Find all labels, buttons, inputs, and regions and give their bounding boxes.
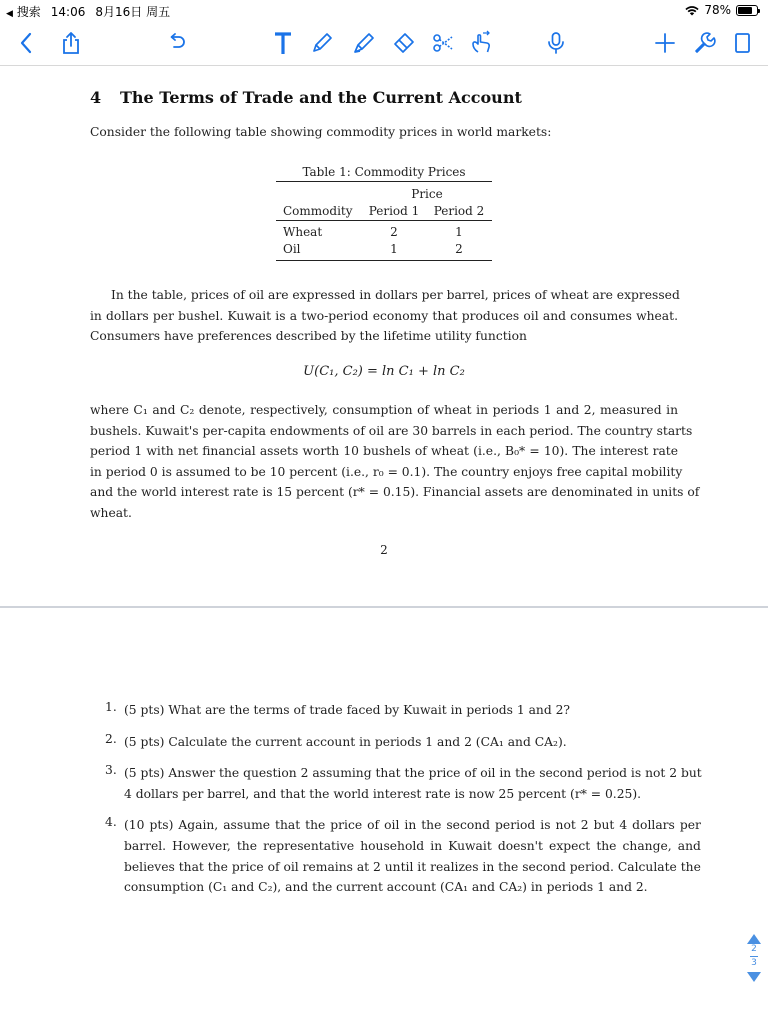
text-line: period 1 with net financial assets worth 10 bushels of wheat (i.e., B₀* = 10). The interest rate bbox=[90, 444, 678, 459]
text-line: 4 dollars per barrel, and that the world interest rate is now 25 percent (r* = 0.25). bbox=[124, 786, 642, 801]
text-line: (5 pts) Answer the question 2 assuming that the price of oil in the second period is not 2 but bbox=[124, 766, 702, 781]
touch-icon bbox=[468, 30, 494, 56]
question-number: 1. bbox=[105, 700, 117, 714]
page-icon bbox=[729, 30, 755, 56]
table-header-cell: Commodity bbox=[283, 203, 353, 218]
table-header-cell: Period 2 bbox=[433, 203, 485, 218]
table-body bbox=[276, 221, 492, 260]
highlighter-icon bbox=[351, 30, 377, 56]
price-group-header: Price bbox=[411, 186, 443, 201]
section-heading bbox=[90, 88, 522, 107]
add-icon bbox=[652, 30, 678, 56]
page-down-arrow-icon[interactable] bbox=[747, 972, 761, 982]
text-tool-button[interactable] bbox=[268, 28, 298, 58]
page-navigator bbox=[746, 934, 762, 1000]
text-line: barrel. However, the representative household in Kuwait doesn't expect the change, and bbox=[124, 838, 701, 853]
status-date: 8月16日 周五 bbox=[95, 5, 171, 19]
eraser-tool-button[interactable] bbox=[389, 28, 419, 58]
touch-tool-button[interactable] bbox=[466, 28, 496, 58]
pen-icon bbox=[309, 30, 335, 56]
back-to-app-link[interactable] bbox=[6, 3, 41, 20]
text-line: (5 pts) Calculate the current account in periods 1 and 2 (CA₁ and CA₂). bbox=[124, 734, 567, 749]
table-header-row bbox=[276, 201, 492, 221]
question-number: 2. bbox=[105, 731, 117, 746]
table-cell: Oil bbox=[283, 241, 301, 256]
table-cell: 1 bbox=[390, 241, 398, 256]
text-line: Consumers have preferences described by the lifetime utility function bbox=[90, 329, 527, 344]
text-line: In the table, prices of oil are expressed in dollars per barrel, prices of wheat are expressed bbox=[111, 288, 680, 302]
text-line: in period 0 is assumed to be 10 percent (i.e., r₀ = 0.1). The country enjoys free capital mobility bbox=[90, 464, 683, 479]
page-fraction-divider bbox=[750, 956, 758, 957]
wrench-icon bbox=[691, 30, 717, 56]
table-cell: 2 bbox=[455, 241, 463, 256]
text-line: consumption (C₁ and C₂), and the current account (CA₁ and CA₂) in periods 1 and 2. bbox=[124, 880, 648, 895]
page-number: 2 bbox=[380, 543, 388, 557]
microphone-button[interactable] bbox=[541, 28, 571, 58]
section-title: The Terms of Trade and the Current Account bbox=[120, 88, 522, 107]
text-line: believes that the price of oil remains at 2 until it realizes in the second period. Calculate the bbox=[124, 859, 701, 874]
document-page-2 bbox=[0, 66, 768, 607]
page-up-arrow-icon[interactable] bbox=[747, 934, 761, 944]
question-number: 3. bbox=[105, 763, 117, 778]
share-icon bbox=[58, 30, 84, 56]
question-text bbox=[124, 815, 701, 897]
annotation-toolbar bbox=[0, 20, 768, 66]
list-item bbox=[105, 763, 702, 804]
eraser-icon bbox=[391, 30, 417, 56]
microphone-icon bbox=[543, 30, 569, 56]
question-text bbox=[124, 700, 677, 721]
back-icon bbox=[14, 30, 40, 56]
table-price-header-row bbox=[276, 182, 492, 201]
text-line: bushels. Kuwait's per-capita endowments of oil are 30 barrels in each period. The country starts bbox=[90, 423, 693, 438]
status-time: 14:06 bbox=[50, 4, 86, 19]
back-button[interactable] bbox=[12, 28, 42, 58]
undo-icon bbox=[164, 30, 190, 56]
text-line: (10 pts) Again, assume that the price of oil in the second period is not 2 but 4 dollars per bbox=[124, 818, 701, 833]
text-line: (5 pts) What are the terms of trade faced by Kuwait in periods 1 and 2? bbox=[124, 703, 571, 717]
table-cell: 1 bbox=[455, 224, 463, 239]
scissors-icon bbox=[430, 30, 456, 56]
table-row bbox=[276, 240, 492, 257]
question-number: 4. bbox=[105, 815, 117, 830]
pen-tool-button[interactable] bbox=[307, 28, 337, 58]
paragraph-1 bbox=[90, 285, 678, 347]
back-app-label: 搜索 bbox=[16, 5, 41, 19]
table-header-cell: Period 1 bbox=[368, 203, 420, 218]
table-cell: Wheat bbox=[283, 224, 323, 239]
document-page-3 bbox=[0, 608, 768, 1024]
list-item bbox=[105, 815, 701, 897]
text-line: where C₁ and C₂ denote, respectively, consumption of wheat in periods 1 and 2, measured in bbox=[90, 403, 678, 417]
section-number: 4 bbox=[90, 88, 102, 107]
text-line: in dollars per bushel. Kuwait is a two-period economy that produces oil and consumes wheat. bbox=[90, 308, 678, 323]
battery-icon bbox=[736, 5, 758, 16]
table-caption: Table 1: Commodity Prices bbox=[302, 165, 466, 179]
status-bar bbox=[0, 0, 768, 20]
intro-text: Consider the following table showing commodity prices in world markets: bbox=[90, 125, 552, 139]
add-button[interactable] bbox=[650, 28, 680, 58]
question-list bbox=[105, 700, 702, 909]
wifi-icon bbox=[685, 5, 699, 16]
text-line: and the world interest rate is 15 percent (r* = 0.15). Financial assets are denominated in units of bbox=[90, 485, 700, 500]
utility-formula: U(C₁, C₂) = ln C₁ + ln C₂ bbox=[303, 364, 465, 379]
table-cell: 2 bbox=[390, 224, 398, 239]
question-text bbox=[124, 732, 677, 753]
text-tool-icon bbox=[270, 30, 296, 56]
lasso-tool-button[interactable] bbox=[428, 28, 458, 58]
back-triangle-icon: ◀ bbox=[6, 9, 13, 19]
total-pages: 3 bbox=[751, 958, 757, 968]
page-view-button[interactable] bbox=[727, 28, 757, 58]
battery-level bbox=[738, 7, 752, 14]
undo-button[interactable] bbox=[162, 28, 192, 58]
battery-percent: 78% bbox=[704, 3, 731, 17]
highlighter-tool-button[interactable] bbox=[349, 28, 379, 58]
question-text bbox=[124, 763, 702, 804]
paragraph-2 bbox=[90, 400, 700, 524]
text-line: wheat. bbox=[90, 505, 132, 520]
settings-button[interactable] bbox=[689, 28, 719, 58]
current-page-number: 2 bbox=[751, 944, 757, 954]
list-item bbox=[105, 732, 677, 753]
commodity-price-table bbox=[276, 181, 492, 261]
table-row bbox=[276, 223, 492, 240]
list-item bbox=[105, 700, 677, 721]
share-button[interactable] bbox=[56, 28, 86, 58]
